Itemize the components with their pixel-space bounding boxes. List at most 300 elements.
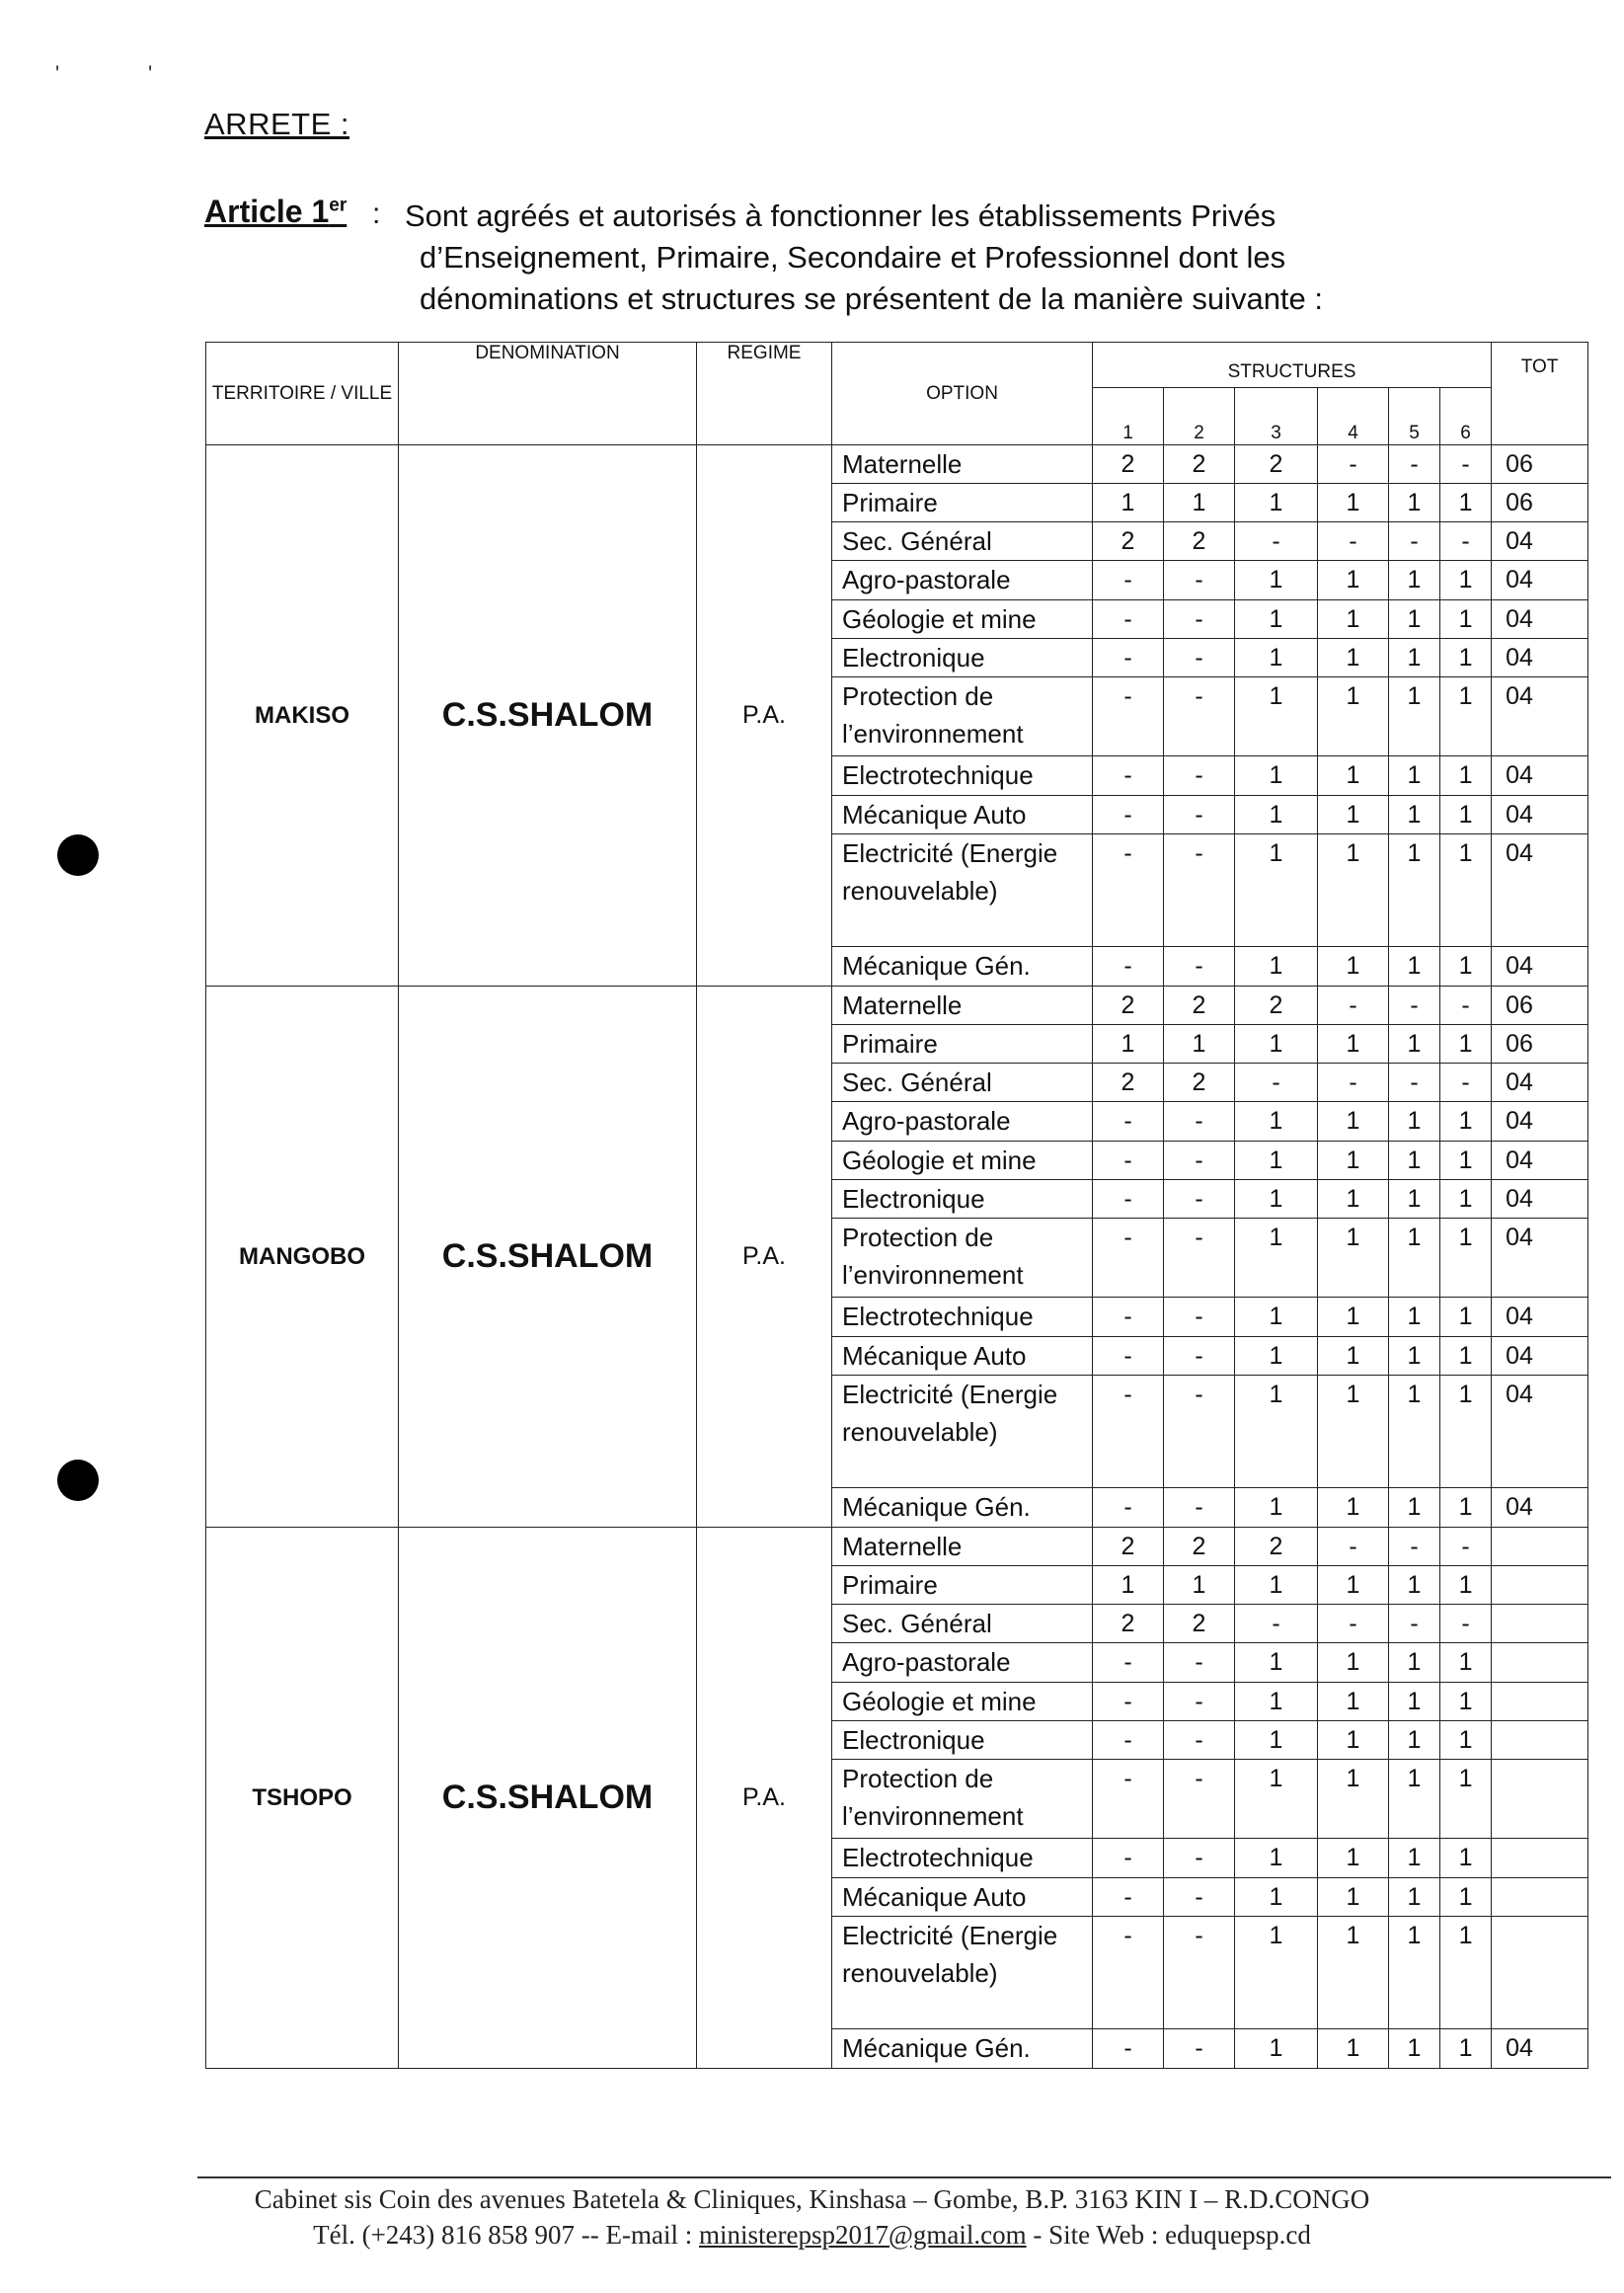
structure-value: -: [1093, 677, 1164, 756]
structure-value: 1: [1318, 1839, 1389, 1878]
structure-value: 1: [1440, 1102, 1492, 1142]
footer-phone: Tél. (+243) 816 858 907 -- E-mail :: [313, 2220, 700, 2250]
structure-value: 2: [1164, 1528, 1235, 1566]
structure-value: 1: [1318, 1643, 1389, 1683]
total-value: 04: [1492, 947, 1588, 987]
structure-value: 1: [1235, 1337, 1318, 1376]
binder-hole-mark: [57, 1460, 99, 1501]
structure-value: 1: [1389, 1298, 1440, 1337]
structure-value: 1: [1440, 1219, 1492, 1298]
school-regime: P.A.: [741, 1783, 787, 1811]
structure-value: -: [1093, 1917, 1164, 2029]
structure-value: 1: [1318, 1337, 1389, 1376]
structure-value: 2: [1164, 445, 1235, 484]
structure-value: -: [1093, 1760, 1164, 1839]
school-regime-cell: [697, 445, 832, 987]
structure-value: -: [1093, 756, 1164, 796]
structure-value: 1: [1389, 1721, 1440, 1760]
structure-value: 1: [1235, 2029, 1318, 2069]
structure-value: 1: [1318, 1683, 1389, 1721]
structure-value: 1: [1318, 1566, 1389, 1605]
structure-value: -: [1164, 1878, 1235, 1917]
territoire-name: MANGOBO: [239, 1242, 365, 1270]
structure-value: 1: [1389, 1025, 1440, 1064]
structure-value: 1: [1440, 1298, 1492, 1337]
footer-divider: [197, 2176, 1611, 2178]
structure-value: -: [1318, 1064, 1389, 1102]
structure-value: 1: [1235, 796, 1318, 834]
structure-value: -: [1164, 796, 1235, 834]
structure-value: 1: [1318, 484, 1389, 522]
option-name: Maternelle: [832, 445, 1093, 484]
structure-value: 1: [1318, 1488, 1389, 1528]
structure-value: -: [1164, 1643, 1235, 1683]
header-denomination: DENOMINATION: [399, 343, 697, 445]
structure-value: -: [1164, 1142, 1235, 1180]
total-value: [1492, 1917, 1588, 2029]
header-structures: STRUCTURES: [1093, 343, 1492, 388]
school-denomination: C.S.SHALOM: [441, 696, 654, 734]
total-value: 04: [1492, 1219, 1588, 1298]
structure-value: -: [1093, 1219, 1164, 1298]
structure-value: 1: [1235, 1488, 1318, 1528]
total-value: 04: [1492, 1488, 1588, 1528]
structure-value: 1: [1235, 1102, 1318, 1142]
structure-value: 1: [1318, 677, 1389, 756]
option-name: Electricité (Energie renouvelable): [832, 1376, 1093, 1488]
structure-value: -: [1318, 445, 1389, 484]
option-name: Mécanique Gén.: [832, 2029, 1093, 2069]
structure-value: 1: [1235, 1917, 1318, 2029]
total-value: 04: [1492, 1102, 1588, 1142]
structure-value: 1: [1318, 1102, 1389, 1142]
structure-value: 1: [1235, 947, 1318, 987]
school-denomination-cell: [399, 987, 697, 1528]
structure-value: -: [1164, 834, 1235, 947]
structure-value: -: [1389, 987, 1440, 1025]
school-regime: P.A.: [741, 701, 787, 729]
option-name: Protection de l’environnement: [832, 1219, 1093, 1298]
structure-value: 1: [1318, 947, 1389, 987]
level-number: 5: [1389, 388, 1440, 445]
structure-value: 1: [1093, 484, 1164, 522]
structure-value: 1: [1440, 947, 1492, 987]
structure-value: -: [1440, 1528, 1492, 1566]
option-name: Mécanique Gén.: [832, 947, 1093, 987]
structure-value: 1: [1440, 1566, 1492, 1605]
structure-value: -: [1093, 834, 1164, 947]
structure-value: 1: [1164, 484, 1235, 522]
structure-value: 1: [1440, 1180, 1492, 1219]
structure-value: 1: [1318, 1721, 1389, 1760]
school-regime-cell: [697, 987, 832, 1528]
structure-value: 2: [1235, 1528, 1318, 1566]
structure-value: 1: [1440, 1488, 1492, 1528]
option-name: Electrotechnique: [832, 756, 1093, 796]
total-value: 04: [1492, 639, 1588, 677]
total-value: [1492, 1683, 1588, 1721]
total-value: 04: [1492, 1298, 1588, 1337]
structure-value: 1: [1389, 1917, 1440, 2029]
structure-value: 1: [1389, 1643, 1440, 1683]
structure-value: -: [1093, 1488, 1164, 1528]
structure-value: -: [1093, 1142, 1164, 1180]
total-value: 04: [1492, 1180, 1588, 1219]
option-name: Sec. Général: [832, 1605, 1093, 1643]
structure-value: 2: [1164, 1605, 1235, 1643]
article-colon: :: [372, 198, 381, 230]
structure-value: 2: [1093, 1064, 1164, 1102]
structure-value: -: [1164, 1376, 1235, 1488]
option-name: Electronique: [832, 639, 1093, 677]
structure-value: -: [1440, 987, 1492, 1025]
total-value: [1492, 1643, 1588, 1683]
structure-value: 1: [1389, 1878, 1440, 1917]
structure-value: 1: [1235, 561, 1318, 600]
structure-value: -: [1093, 2029, 1164, 2069]
structure-value: -: [1389, 522, 1440, 561]
structure-value: -: [1093, 1337, 1164, 1376]
option-name: Mécanique Gén.: [832, 1488, 1093, 1528]
structure-value: -: [1164, 1219, 1235, 1298]
structure-value: -: [1164, 1298, 1235, 1337]
option-name: Géologie et mine: [832, 600, 1093, 639]
structure-value: -: [1389, 1605, 1440, 1643]
structure-value: -: [1093, 1298, 1164, 1337]
structure-value: -: [1164, 2029, 1235, 2069]
structure-value: -: [1164, 561, 1235, 600]
structure-value: 1: [1318, 1760, 1389, 1839]
structure-value: 1: [1389, 1488, 1440, 1528]
structure-value: 1: [1318, 2029, 1389, 2069]
school-denomination: C.S.SHALOM: [441, 1237, 654, 1275]
structure-value: -: [1164, 1102, 1235, 1142]
structure-value: -: [1164, 1917, 1235, 2029]
structure-value: -: [1164, 600, 1235, 639]
total-value: [1492, 1839, 1588, 1878]
option-name: Electronique: [832, 1721, 1093, 1760]
structure-value: -: [1318, 1528, 1389, 1566]
structure-value: 1: [1440, 1878, 1492, 1917]
structure-value: 1: [1440, 1839, 1492, 1878]
structure-value: -: [1235, 1064, 1318, 1102]
total-value: 04: [1492, 1064, 1588, 1102]
structure-value: 1: [1440, 677, 1492, 756]
structure-value: -: [1164, 1760, 1235, 1839]
option-name: Mécanique Auto: [832, 796, 1093, 834]
total-value: 04: [1492, 796, 1588, 834]
structure-value: 1: [1440, 484, 1492, 522]
structure-value: -: [1093, 796, 1164, 834]
article-label: [204, 194, 347, 230]
structure-value: -: [1318, 522, 1389, 561]
total-value: [1492, 1878, 1588, 1917]
table-row: [206, 987, 1588, 1025]
table-row: [206, 445, 1588, 484]
option-name: Electrotechnique: [832, 1839, 1093, 1878]
structure-value: 1: [1389, 484, 1440, 522]
structure-value: 2: [1093, 987, 1164, 1025]
structure-value: -: [1389, 1064, 1440, 1102]
structure-value: 1: [1440, 1760, 1492, 1839]
structure-value: 1: [1440, 561, 1492, 600]
level-number: 3: [1235, 388, 1318, 445]
structure-value: -: [1235, 1605, 1318, 1643]
structure-value: 1: [1235, 1142, 1318, 1180]
option-name: Mécanique Auto: [832, 1878, 1093, 1917]
structure-value: 1: [1389, 834, 1440, 947]
structure-value: 1: [1235, 834, 1318, 947]
structure-value: 1: [1235, 677, 1318, 756]
structure-value: 1: [1440, 600, 1492, 639]
footer-email: ministerepsp2017@gmail.com: [699, 2220, 1027, 2250]
structure-value: 1: [1318, 1917, 1389, 2029]
structure-value: -: [1164, 1839, 1235, 1878]
structure-value: 1: [1318, 1142, 1389, 1180]
scan-mark: ': [55, 61, 60, 86]
structure-value: 1: [1235, 1219, 1318, 1298]
structure-value: 2: [1093, 522, 1164, 561]
territoire-name: TSHOPO: [252, 1783, 352, 1811]
decree-heading: ARRETE :: [204, 107, 349, 141]
school-regime-cell: [697, 1528, 832, 2069]
option-name: Primaire: [832, 484, 1093, 522]
total-value: 04: [1492, 600, 1588, 639]
structure-value: -: [1440, 1064, 1492, 1102]
structure-value: 2: [1164, 987, 1235, 1025]
structure-value: -: [1093, 1721, 1164, 1760]
total-value: 04: [1492, 522, 1588, 561]
structure-value: 1: [1389, 1219, 1440, 1298]
structure-value: 1: [1440, 1142, 1492, 1180]
structure-value: 1: [1389, 1760, 1440, 1839]
option-name: Sec. Général: [832, 1064, 1093, 1102]
structure-value: 1: [1235, 1721, 1318, 1760]
structure-value: 2: [1164, 1064, 1235, 1102]
header-regime: REGIME: [697, 343, 832, 445]
territoire-name: MAKISO: [255, 701, 349, 729]
structure-value: -: [1093, 639, 1164, 677]
article-label-text: Article 1: [204, 194, 330, 229]
structure-value: 1: [1440, 756, 1492, 796]
structure-value: -: [1164, 756, 1235, 796]
structure-value: 1: [1318, 1298, 1389, 1337]
article-text-line: dénominations et structures se présentent de la manière suivante :: [420, 281, 1324, 316]
structure-value: 2: [1164, 522, 1235, 561]
option-name: Protection de l’environnement: [832, 677, 1093, 756]
structure-value: 1: [1318, 1878, 1389, 1917]
total-value: [1492, 1566, 1588, 1605]
structure-value: -: [1093, 561, 1164, 600]
article-label-sup: er: [329, 195, 348, 216]
structure-value: 1: [1389, 1683, 1440, 1721]
header-territoire: TERRITOIRE / VILLE: [206, 343, 399, 445]
structure-value: -: [1440, 1605, 1492, 1643]
article-text-line: d’Enseignement, Primaire, Secondaire et Professionnel dont les: [420, 240, 1286, 275]
structure-value: 1: [1318, 834, 1389, 947]
option-name: Sec. Général: [832, 522, 1093, 561]
level-number: 4: [1318, 388, 1389, 445]
school-denomination: C.S.SHALOM: [441, 1779, 654, 1816]
structure-value: 1: [1440, 1643, 1492, 1683]
structure-value: -: [1093, 1643, 1164, 1683]
structure-value: 1: [1389, 639, 1440, 677]
scan-mark: ': [148, 61, 153, 86]
total-value: [1492, 1760, 1588, 1839]
structure-value: -: [1164, 677, 1235, 756]
structure-value: 2: [1093, 1528, 1164, 1566]
total-value: 04: [1492, 834, 1588, 947]
structure-value: 1: [1389, 1337, 1440, 1376]
structure-value: -: [1440, 522, 1492, 561]
option-name: Electricité (Energie renouvelable): [832, 834, 1093, 947]
structure-value: 1: [1389, 2029, 1440, 2069]
structure-value: 1: [1389, 796, 1440, 834]
option-name: Primaire: [832, 1566, 1093, 1605]
total-value: 04: [1492, 2029, 1588, 2069]
option-name: Géologie et mine: [832, 1683, 1093, 1721]
header-tot: TOT: [1492, 343, 1588, 445]
structure-value: 1: [1318, 1025, 1389, 1064]
structure-value: 1: [1389, 1142, 1440, 1180]
total-value: 06: [1492, 445, 1588, 484]
structure-value: 1: [1389, 1839, 1440, 1878]
total-value: [1492, 1605, 1588, 1643]
option-name: Agro-pastorale: [832, 561, 1093, 600]
structure-value: 2: [1093, 445, 1164, 484]
structure-value: 1: [1235, 1180, 1318, 1219]
structure-value: -: [1164, 1683, 1235, 1721]
structure-value: 1: [1440, 796, 1492, 834]
structure-value: -: [1440, 445, 1492, 484]
structure-value: 1: [1389, 677, 1440, 756]
structure-value: 1: [1440, 1025, 1492, 1064]
structure-value: -: [1389, 445, 1440, 484]
structure-value: -: [1093, 1376, 1164, 1488]
structure-value: 1: [1164, 1566, 1235, 1605]
footer-website: - Site Web : eduquepsp.cd: [1026, 2220, 1311, 2250]
structure-value: 1: [1235, 639, 1318, 677]
total-value: 06: [1492, 987, 1588, 1025]
structure-value: -: [1093, 1102, 1164, 1142]
level-number: 2: [1164, 388, 1235, 445]
footer-address: Cabinet sis Coin des avenues Batetela & Cliniques, Kinshasa – Gombe, B.P. 3163 KIN I – R.D.CONGO: [254, 2184, 1370, 2214]
structure-value: 1: [1318, 561, 1389, 600]
structure-value: 1: [1389, 947, 1440, 987]
total-value: 04: [1492, 1376, 1588, 1488]
structure-value: 1: [1389, 1376, 1440, 1488]
total-value: 06: [1492, 1025, 1588, 1064]
structure-value: 1: [1235, 1566, 1318, 1605]
total-value: 04: [1492, 756, 1588, 796]
structure-value: 1: [1093, 1566, 1164, 1605]
structure-value: 1: [1440, 1337, 1492, 1376]
option-name: Mécanique Auto: [832, 1337, 1093, 1376]
structure-value: 1: [1318, 639, 1389, 677]
structure-value: 1: [1318, 756, 1389, 796]
structure-value: 1: [1389, 600, 1440, 639]
structure-value: -: [1093, 1878, 1164, 1917]
territoire-name-cell: [206, 987, 399, 1528]
structure-value: 1: [1389, 1180, 1440, 1219]
school-denomination-cell: [399, 445, 697, 987]
option-name: Electricité (Energie renouvelable): [832, 1917, 1093, 2029]
territoire-name-cell: [206, 1528, 399, 2069]
total-value: [1492, 1528, 1588, 1566]
structure-value: 1: [1440, 2029, 1492, 2069]
structure-value: 2: [1093, 1605, 1164, 1643]
option-name: Maternelle: [832, 987, 1093, 1025]
structure-value: 2: [1235, 445, 1318, 484]
option-name: Maternelle: [832, 1528, 1093, 1566]
option-name: Agro-pastorale: [832, 1643, 1093, 1683]
structure-value: 1: [1235, 756, 1318, 796]
total-value: [1492, 1721, 1588, 1760]
structure-value: 1: [1318, 1180, 1389, 1219]
option-name: Electrotechnique: [832, 1298, 1093, 1337]
structure-value: -: [1164, 1488, 1235, 1528]
structure-value: -: [1093, 1683, 1164, 1721]
structure-value: 1: [1235, 1376, 1318, 1488]
territoire-name-cell: [206, 445, 399, 987]
structure-value: 1: [1440, 1376, 1492, 1488]
structure-value: 2: [1235, 987, 1318, 1025]
structure-value: 1: [1318, 796, 1389, 834]
structure-value: 1: [1235, 600, 1318, 639]
structure-value: 1: [1318, 600, 1389, 639]
table-row: [206, 1528, 1588, 1566]
structure-value: 1: [1440, 1917, 1492, 2029]
option-name: Primaire: [832, 1025, 1093, 1064]
structure-value: 1: [1440, 639, 1492, 677]
structure-value: 1: [1389, 1566, 1440, 1605]
structure-value: 1: [1389, 561, 1440, 600]
structure-value: -: [1389, 1528, 1440, 1566]
structure-value: -: [1164, 947, 1235, 987]
school-regime: P.A.: [741, 1242, 787, 1270]
binder-hole-mark: [57, 834, 99, 876]
option-name: Protection de l’environnement: [832, 1760, 1093, 1839]
structure-value: -: [1164, 639, 1235, 677]
option-name: Electronique: [832, 1180, 1093, 1219]
structure-value: 1: [1235, 1683, 1318, 1721]
structure-value: -: [1093, 1180, 1164, 1219]
structure-value: 1: [1440, 834, 1492, 947]
structure-value: -: [1164, 1721, 1235, 1760]
total-value: 04: [1492, 1337, 1588, 1376]
structure-value: 1: [1318, 1219, 1389, 1298]
structure-value: -: [1164, 1337, 1235, 1376]
level-number: 1: [1093, 388, 1164, 445]
total-value: 06: [1492, 484, 1588, 522]
structure-value: -: [1235, 522, 1318, 561]
total-value: 04: [1492, 677, 1588, 756]
article-text-line: Sont agréés et autorisés à fonctionner les établissements Privés: [405, 198, 1276, 233]
structure-value: -: [1164, 1180, 1235, 1219]
structure-value: -: [1318, 1605, 1389, 1643]
total-value: 04: [1492, 1142, 1588, 1180]
structure-value: 1: [1164, 1025, 1235, 1064]
level-number: 6: [1440, 388, 1492, 445]
option-name: Agro-pastorale: [832, 1102, 1093, 1142]
structure-value: 1: [1440, 1721, 1492, 1760]
structure-value: 1: [1318, 1376, 1389, 1488]
structure-value: 1: [1235, 1298, 1318, 1337]
structure-value: 1: [1440, 1683, 1492, 1721]
structure-value: 1: [1235, 1760, 1318, 1839]
option-name: Géologie et mine: [832, 1142, 1093, 1180]
structure-value: 1: [1389, 1102, 1440, 1142]
